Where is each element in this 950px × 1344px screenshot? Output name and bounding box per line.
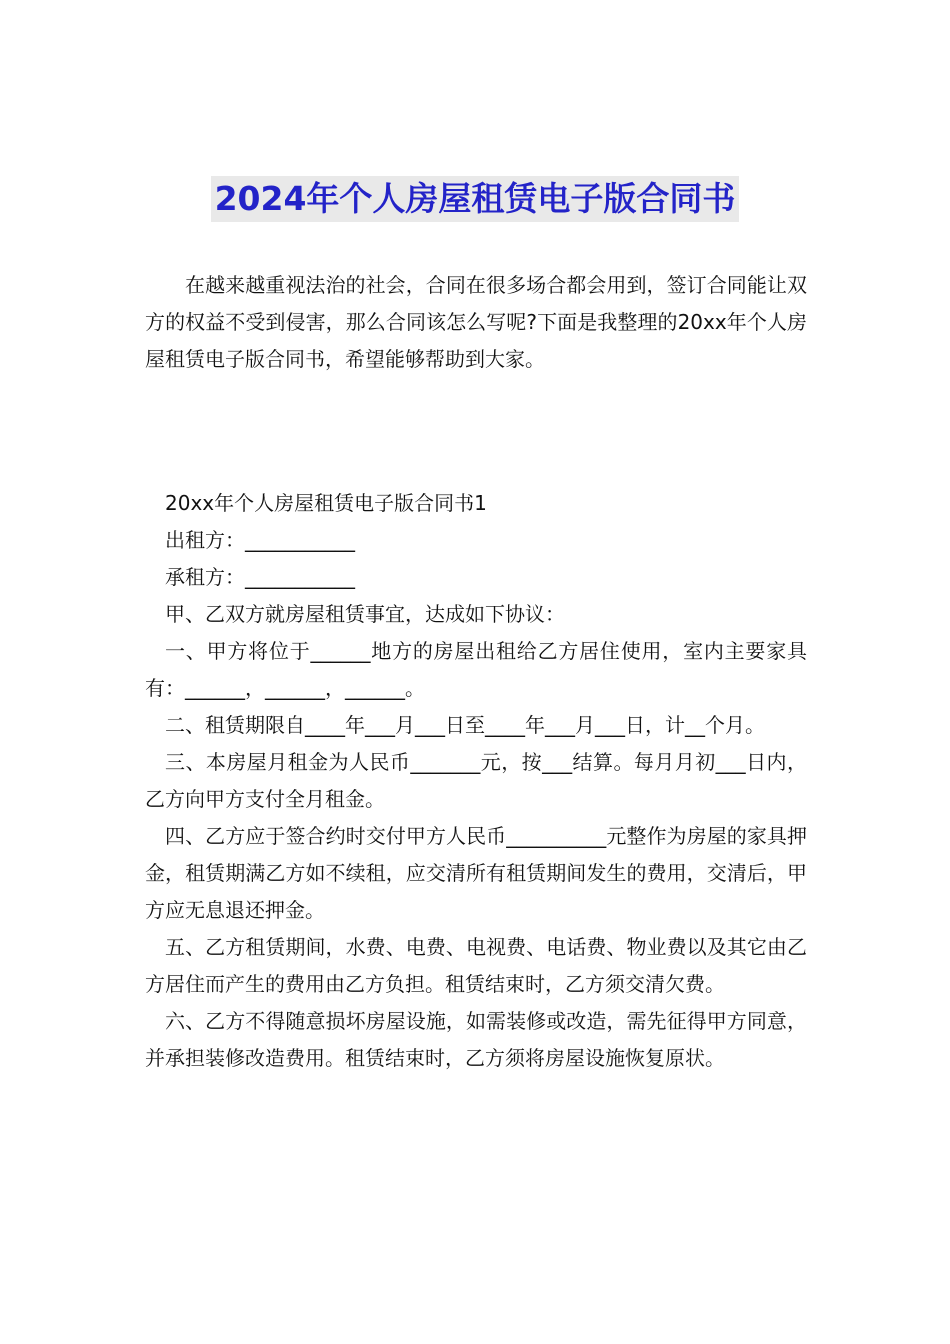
clause-2: 二、租赁期限自____年___月___日至____年___月___日，计__个月。	[165, 713, 765, 737]
contract-section	[145, 485, 807, 1077]
lessee-line: 承租方：___________	[165, 565, 355, 589]
document-title: 2024年个人房屋租赁电子版合同书	[211, 176, 740, 222]
agreement-line: 甲、乙双方就房屋租赁事宜，达成如下协议：	[165, 602, 565, 626]
intro-section	[145, 267, 807, 378]
lessor-line: 出租方：___________	[165, 528, 355, 552]
contract-heading: 20xx年个人房屋租赁电子版合同书1	[165, 491, 487, 515]
title-container	[0, 176, 950, 222]
clause-3: 三、本房屋月租金为人民币_______元，按___结算。每月月初___日内，乙方向甲方支付全月租金。	[145, 750, 807, 811]
clause-5: 五、乙方租赁期间，水费、电费、电视费、电话费、物业费以及其它由乙方居住而产生的费用由乙方负担。租赁结束时，乙方须交清欠费。	[145, 935, 807, 996]
clause-4: 四、乙方应于签合约时交付甲方人民币__________元整作为房屋的家具押金，租赁期满乙方如不续租，应交清所有租赁期间发生的费用，交清后，甲方应无息退还押金。	[145, 824, 807, 922]
clause-1: 一、甲方将位于______地方的房屋出租给乙方居住使用，室内主要家具有：______，______，______。	[145, 639, 807, 700]
clause-6: 六、乙方不得随意损坏房屋设施，如需装修或改造，需先征得甲方同意，并承担装修改造费用。租赁结束时，乙方须将房屋设施恢复原状。	[145, 1009, 807, 1070]
intro-paragraph: 在越来越重视法治的社会，合同在很多场合都会用到，签订合同能让双方的权益不受到侵害，那么合同该怎么写呢?下面是我整理的20xx年个人房屋租赁电子版合同书，希望能够帮助到大家。	[145, 273, 807, 371]
